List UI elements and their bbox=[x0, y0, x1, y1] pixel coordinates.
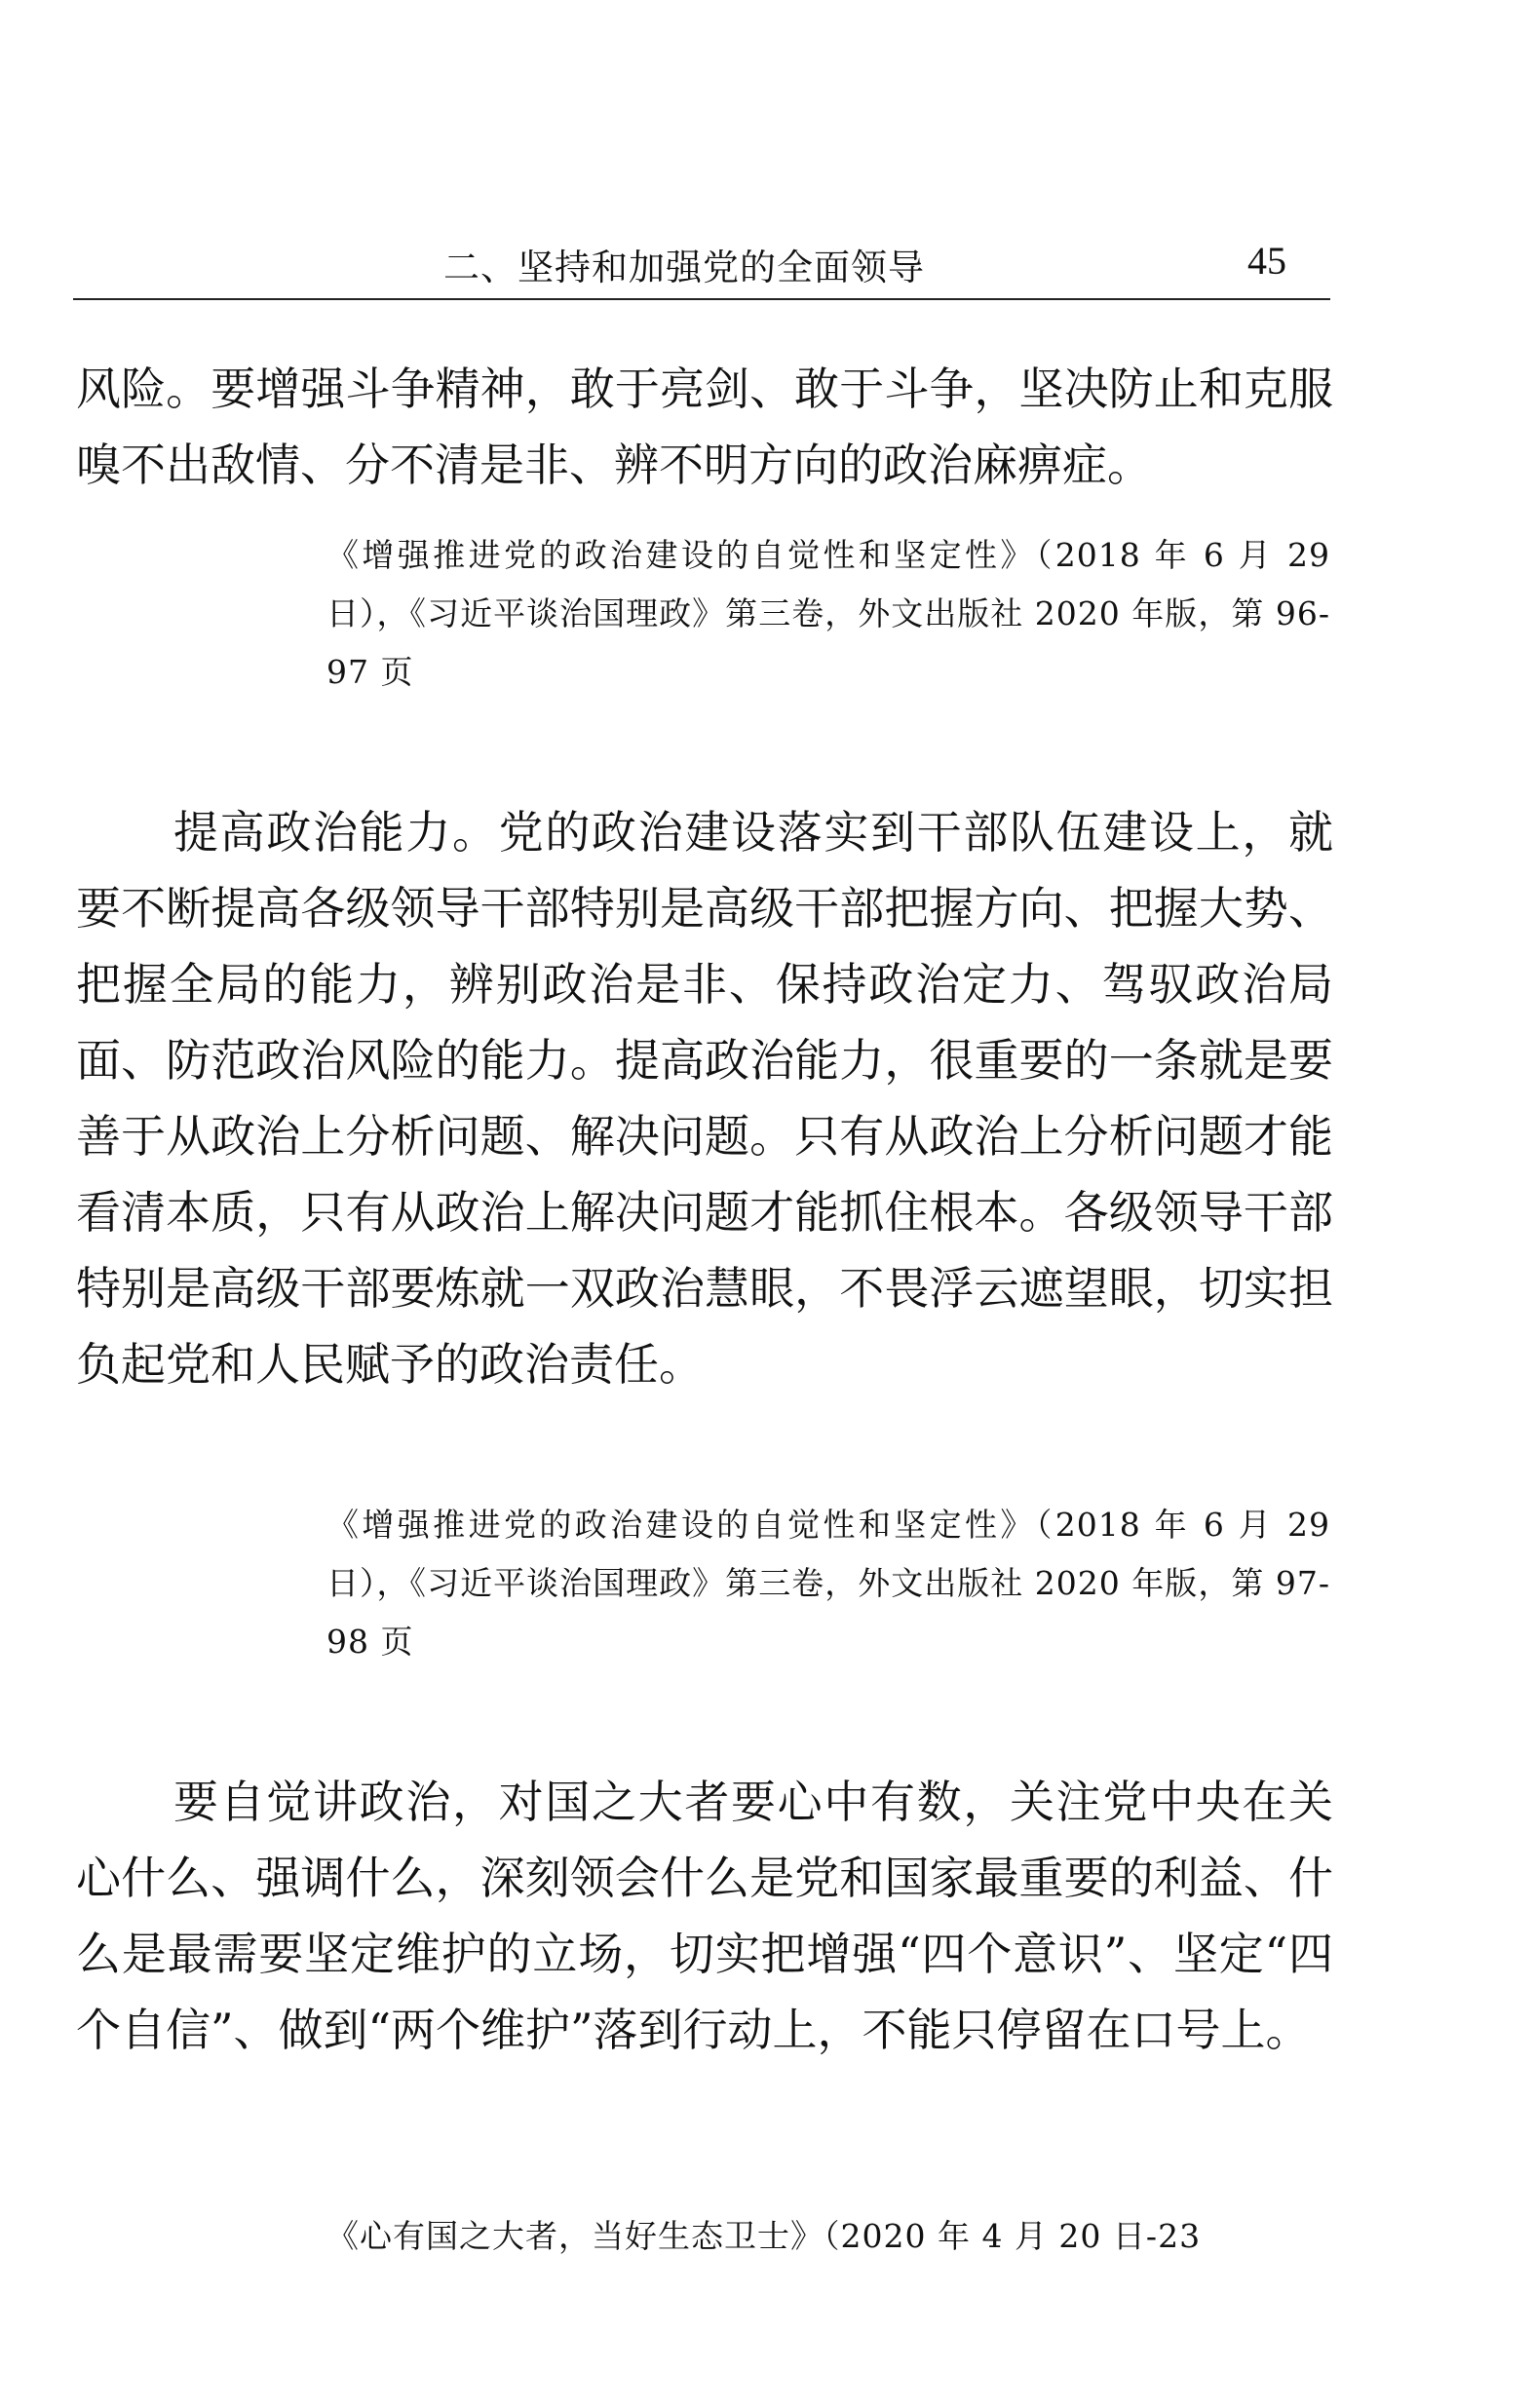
citation-3: 《心有国之大者，当好生态卫士》（2020 年 4 月 20 日-23 bbox=[326, 2217, 1202, 2255]
paragraph-1: 风险。要增强斗争精神，敢于亮剑、敢于斗争，坚决防止和克服嗅不出敌情、分不清是非、辨不明方向的政治麻痹症。 bbox=[76, 363, 1333, 491]
paragraph-3: 要自觉讲政治，对国之大者要心中有数，关注党中央在关心什么、强调什么，深刻领会什么是党和国家最重要的利益、什么是最需要坚定维护的立场，切实把增强“四个意识”、坚定“四个自信”、做到“两个维护”落到行动上，不能只停留在口号上。 bbox=[76, 1776, 1333, 2056]
citation-1: 《增强推进党的政治建设的自觉性和坚定性》（2018 年 6 月 29 日），《习近平谈治国理政》第三卷，外文出版社 2020 年版，第 96-97 页 bbox=[326, 536, 1330, 691]
page-number: 45 bbox=[1247, 239, 1286, 283]
paragraph-2: 提高政治能力。党的政治建设落实到干部队伍建设上，就要不断提高各级领导干部特别是高级干部把握方向、把握大势、把握全局的能力，辨别政治是非、保持政治定力、驾驭政治局面、防范政治风险的能力。提高政治能力，很重要的一条就是要善于从政治上分析问题、解决问题。只有从政治上分析问题才能看清本质，只有从政治上解决问题才能抓住根本。各级领导干部特别是高级干部要炼就一双政治慧眼，不畏浮云遮望眼，切实担负起党和人民赋予的政治责任。 bbox=[76, 806, 1333, 1391]
header-title: 二、坚持和加强党的全面领导 bbox=[443, 247, 925, 288]
running-header bbox=[73, 232, 1330, 300]
citation-2: 《增强推进党的政治建设的自觉性和坚定性》（2018 年 6 月 29 日），《习近平谈治国理政》第三卷，外文出版社 2020 年版，第 97-98 页 bbox=[326, 1506, 1330, 1661]
